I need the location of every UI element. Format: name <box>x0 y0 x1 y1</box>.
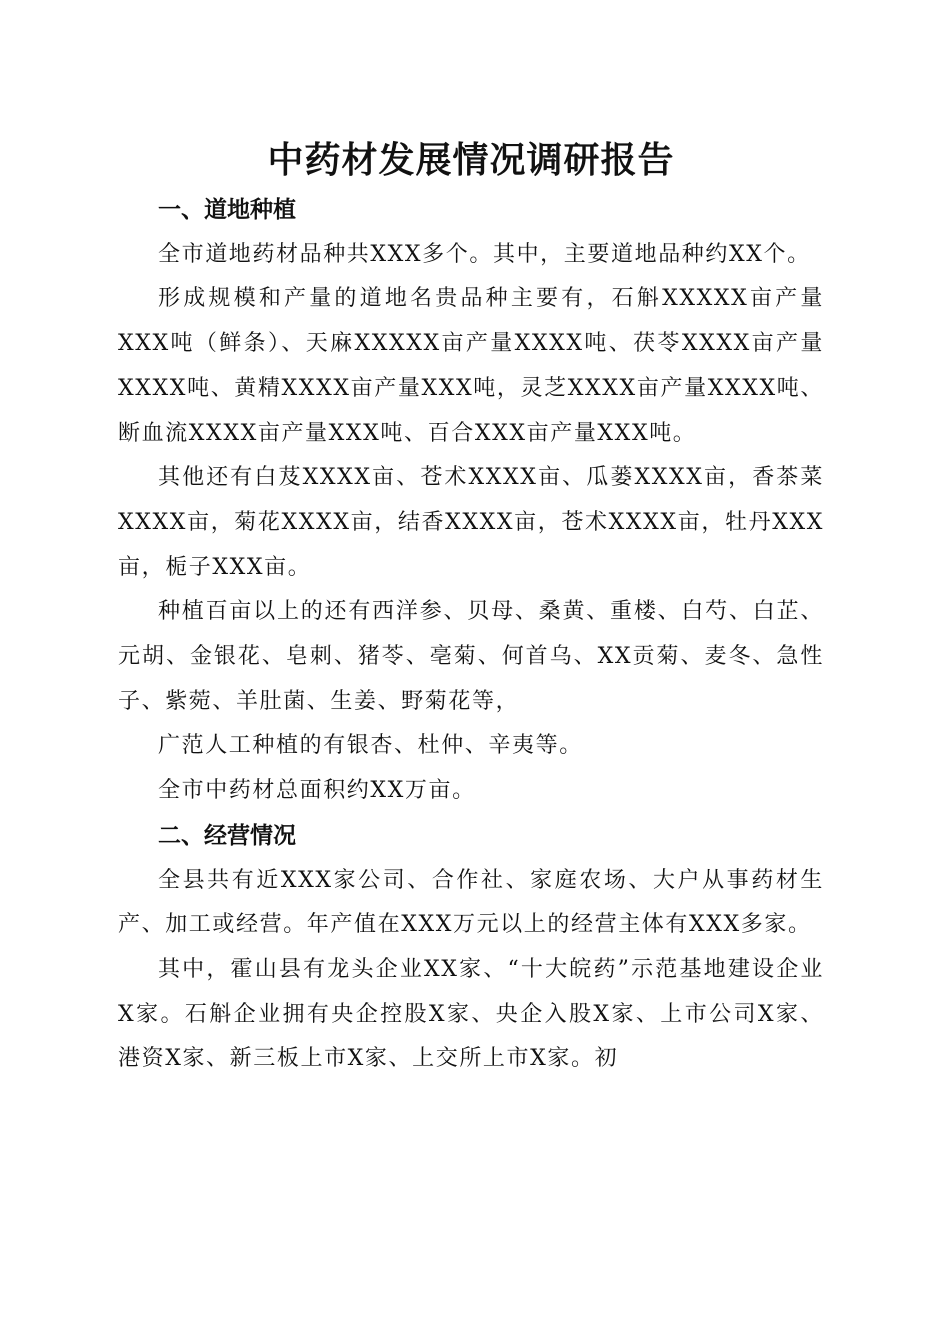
paragraph: 全县共有近XXX家公司、合作社、家庭农场、大户从事药材生产、加工或经营。年产值在XXX万元以上的经营主体有XXX多家。 <box>118 867 824 938</box>
paragraph: 全市中药材总面积约XX万亩。 <box>158 778 476 804</box>
paragraph: 广范人工种植的有银杏、杜仲、辛夷等。 <box>158 733 583 759</box>
paragraph: 其中，霍山县有龙头企业XX家、“十大皖药”示范基地建设企业X家。石斛企业拥有央企控股X家、央企入股X家、上市公司X家、港资X家、新三板上市X家、上交所上市X家。初 <box>118 956 824 1072</box>
paragraph: 形成规模和产量的道地名贵品种主要有，石斛XXXXX亩产量XXX吨（鲜条）、天麻XXXXX亩产量XXXX吨、茯苓XXXX亩产量XXXX吨、黄精XXXX亩产量XXX吨，灵芝XXXX亩产量XXXX吨、断血流XXXX亩产量XXX吨、百合XXX亩产量XXX吨。 <box>118 286 824 446</box>
paragraph: 其他还有白芨XXXX亩、苍术XXXX亩、瓜蒌XXXX亩，香茶菜XXXX亩，菊花XXXX亩，结香XXXX亩，苍术XXXX亩，牡丹XXX亩，栀子XXX亩。 <box>118 465 824 580</box>
paragraph: 全市道地药材品种共XXX多个。其中，主要道地品种约XX个。 <box>158 241 811 267</box>
section-heading-planting: 一、道地种植 <box>158 197 296 223</box>
section-heading-operations: 二、经营情况 <box>158 822 296 849</box>
page-title: 中药材发展情况调研报告 <box>267 139 675 181</box>
paragraph: 种植百亩以上的还有西洋参、贝母、桑黄、重楼、白芍、白芷、元胡、金银花、皂刺、猪苓、亳菊、何首乌、XX贡菊、麦冬、急性子、紫菀、羊肚菌、生姜、野菊花等， <box>118 599 824 714</box>
document-body <box>118 132 824 1082</box>
